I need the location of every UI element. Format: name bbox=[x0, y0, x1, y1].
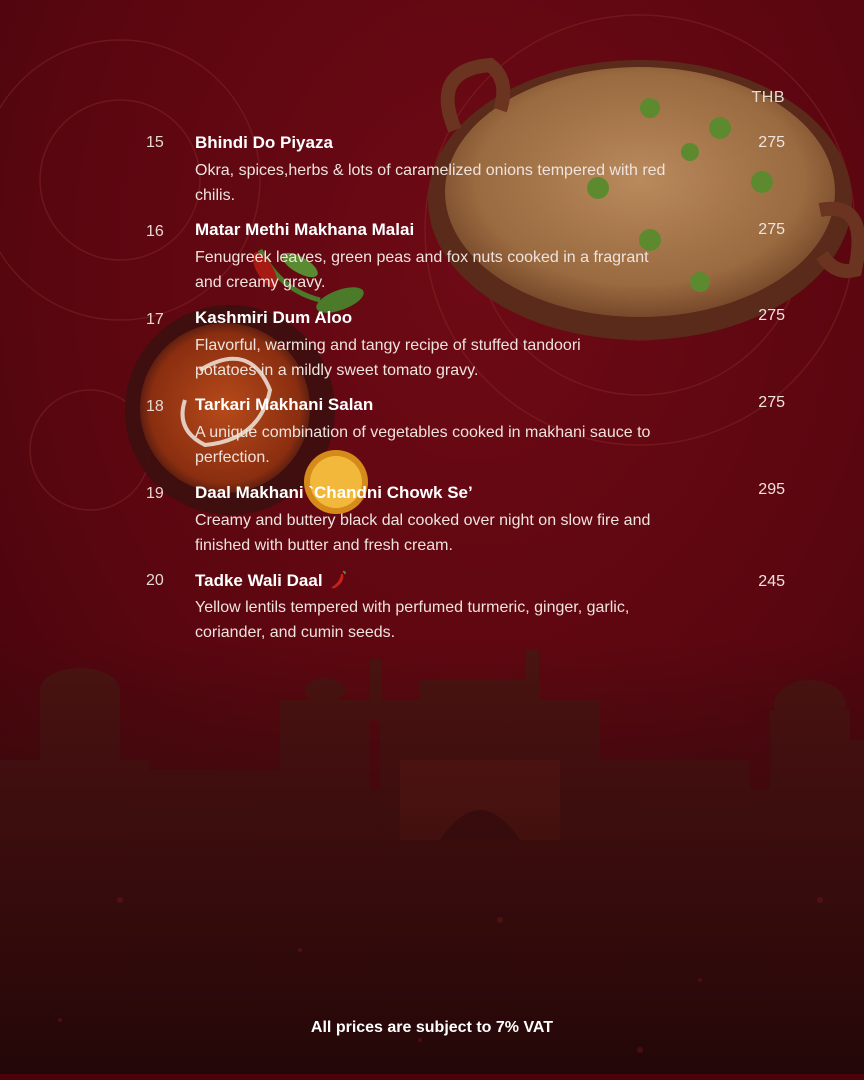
chili-pepper-icon bbox=[329, 570, 347, 590]
currency-label: THB bbox=[751, 89, 785, 106]
item-number: 19 bbox=[146, 485, 164, 502]
item-name: Daal Makhani `Chandni Chowk Se’ bbox=[195, 483, 473, 502]
item-description: Okra, spices,herbs & lots of caramelized onions tempered with red chilis. bbox=[195, 162, 666, 204]
bottom-border bbox=[0, 1074, 864, 1080]
item-description: Yellow lentils tempered with perfumed turmeric, ginger, garlic, coriander, and cumin seeds. bbox=[195, 599, 630, 641]
item-price: 295 bbox=[758, 481, 785, 498]
item-name: Matar Methi Makhana Malai bbox=[195, 220, 415, 239]
item-price: 275 bbox=[758, 134, 785, 151]
item-price: 275 bbox=[758, 221, 785, 238]
item-name: Bhindi Do Piyaza bbox=[195, 133, 333, 152]
item-name-text: Tadke Wali Daal bbox=[195, 571, 323, 590]
item-name: Kashmiri Dum Aloo bbox=[195, 308, 353, 327]
item-description: Flavorful, warming and tangy recipe of stuffed tandoori potatoes in a mildly sweet tomato gravy. bbox=[195, 337, 581, 379]
item-description: Fenugreek leaves, green peas and fox nuts cooked in a fragrant and creamy gravy. bbox=[195, 249, 649, 291]
item-price: 275 bbox=[758, 394, 785, 411]
item-price: 245 bbox=[758, 573, 785, 590]
item-name: Tarkari Makhani Salan bbox=[195, 395, 374, 414]
item-number: 16 bbox=[146, 223, 164, 240]
item-price: 275 bbox=[758, 307, 785, 324]
item-number: 18 bbox=[146, 398, 164, 415]
item-number: 15 bbox=[146, 134, 164, 151]
item-number: 17 bbox=[146, 311, 164, 328]
vat-notice: All prices are subject to 7% VAT bbox=[310, 1019, 554, 1036]
item-description: A unique combination of vegetables cooked in makhani sauce to perfection. bbox=[195, 424, 651, 466]
item-name bbox=[195, 570, 347, 591]
item-number: 20 bbox=[146, 572, 164, 589]
item-description: Creamy and buttery black dal cooked over night on slow fire and finished with butter and fresh cream. bbox=[195, 512, 651, 554]
